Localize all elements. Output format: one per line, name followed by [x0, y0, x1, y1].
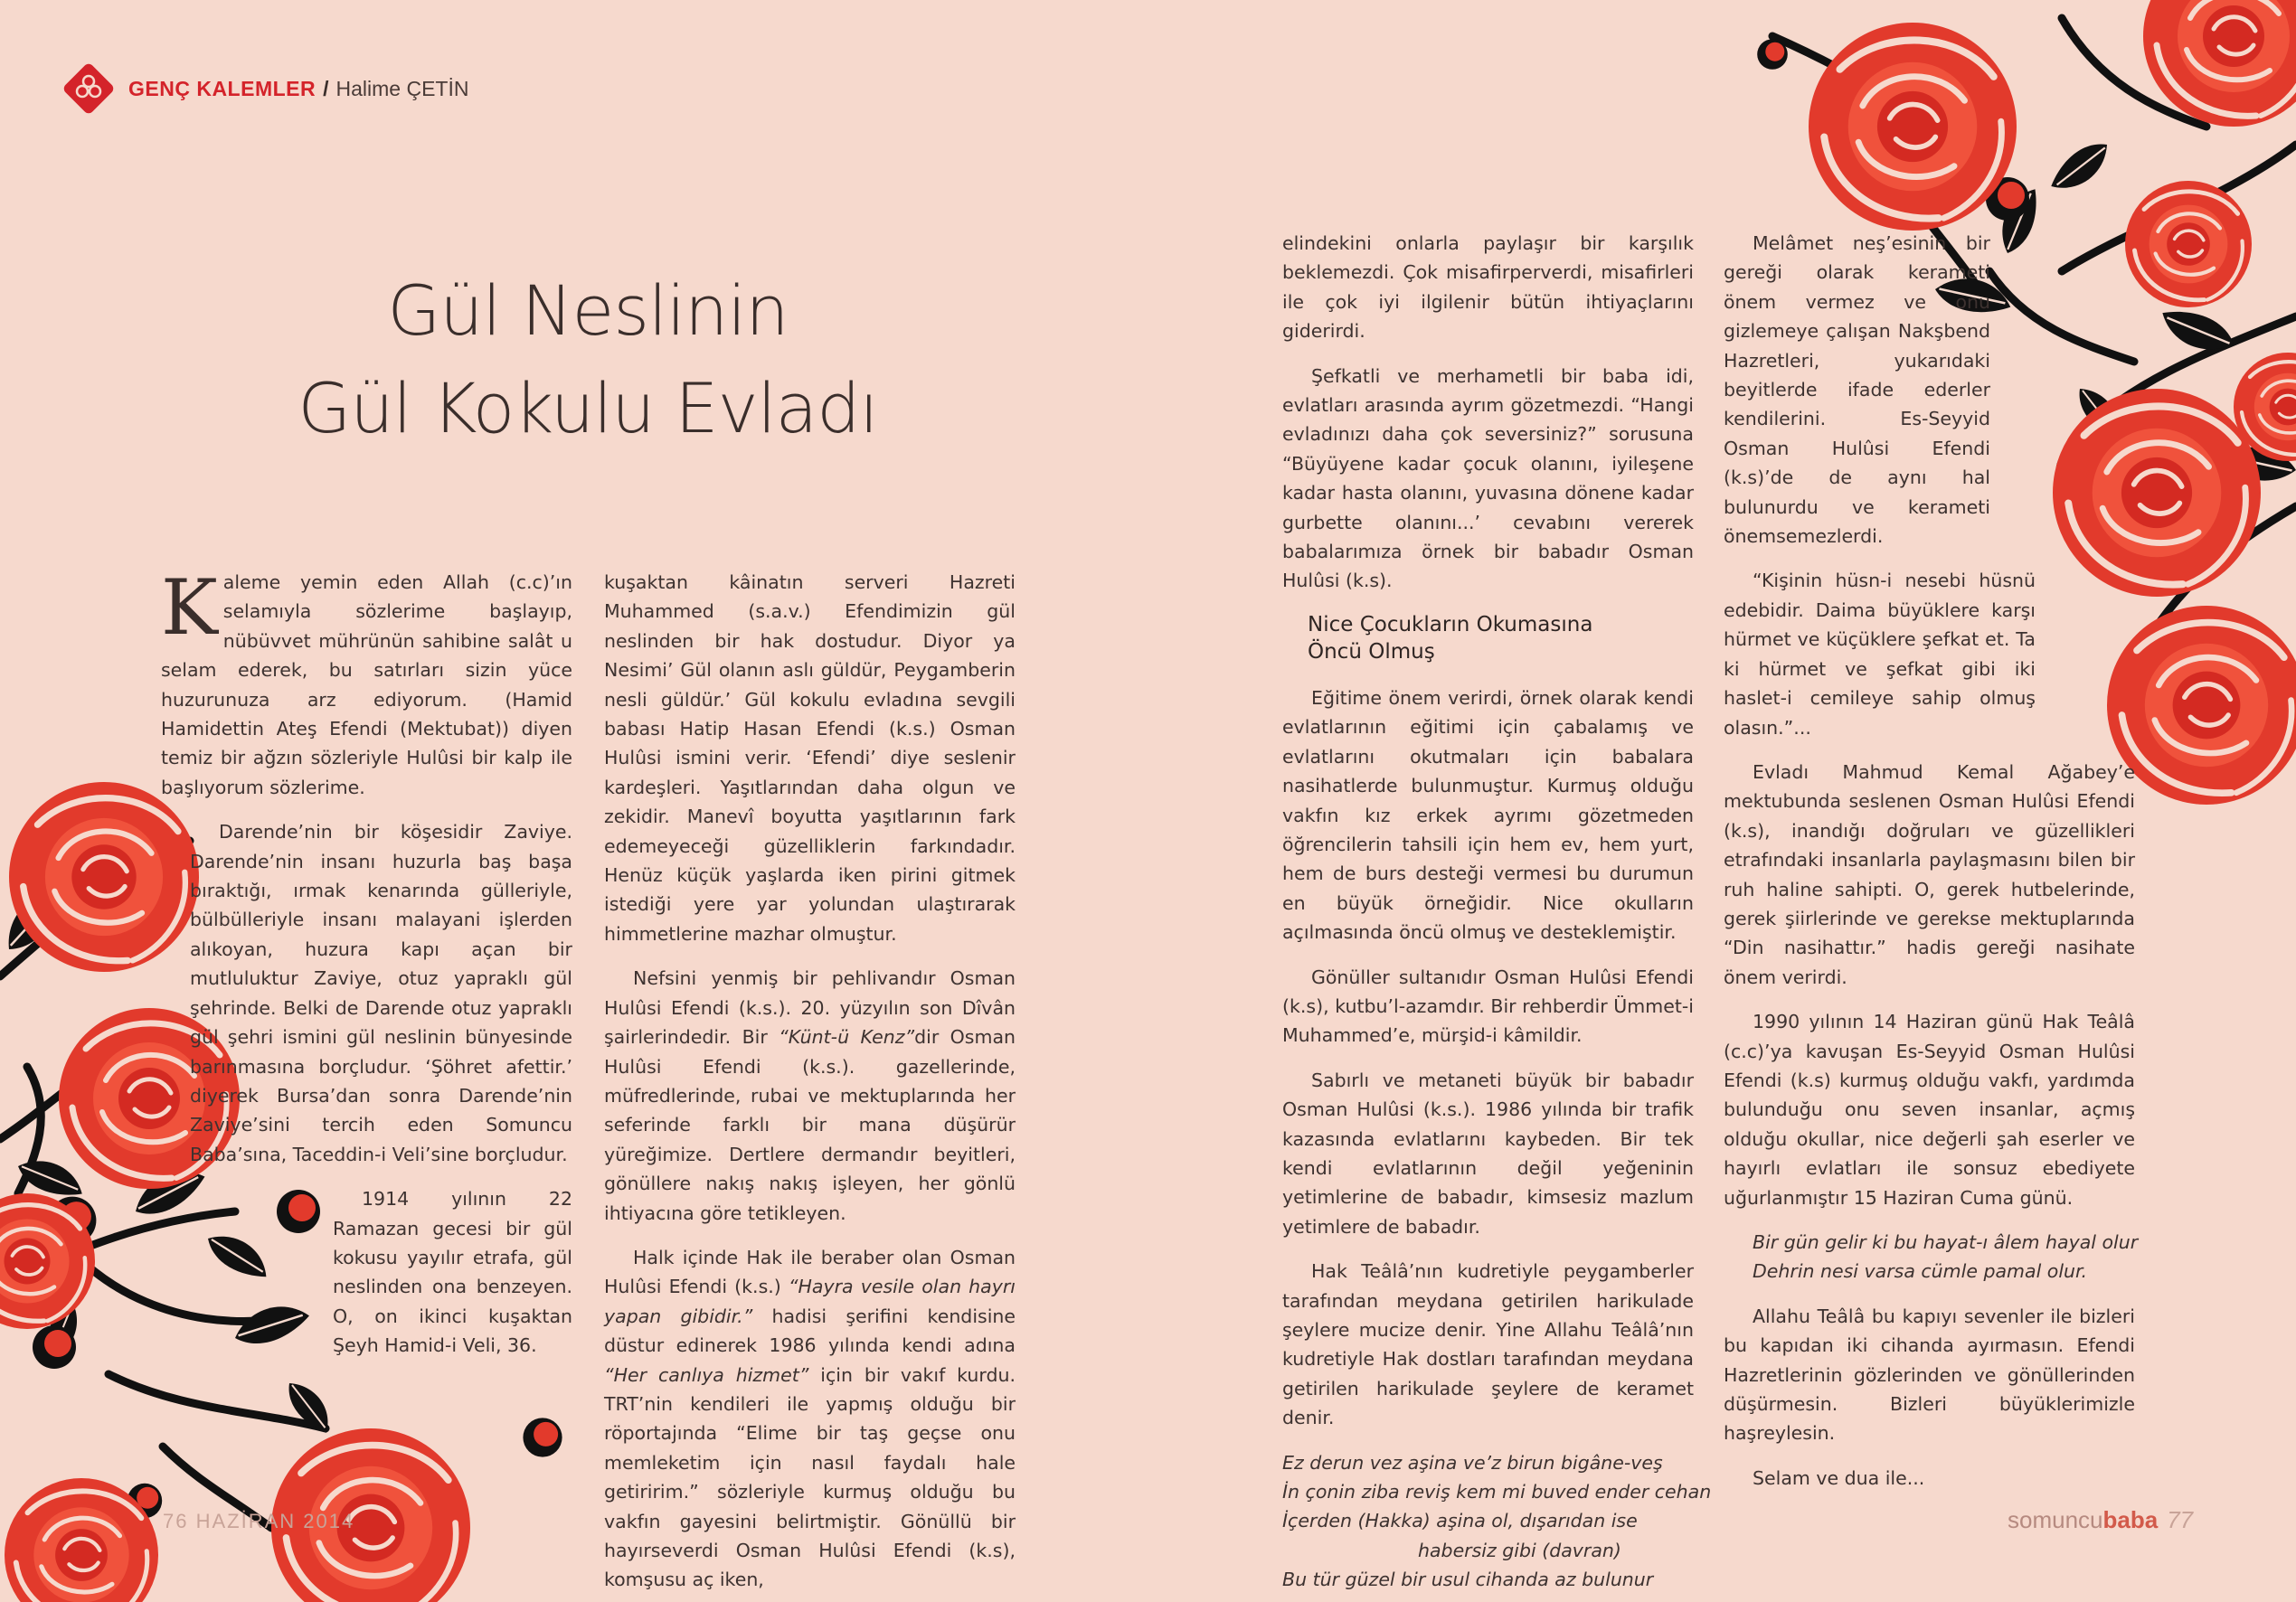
- title-line-1: Gül Neslinin: [387, 270, 789, 351]
- magazine-logo-icon: [61, 61, 116, 116]
- page-number: 77: [2167, 1506, 2194, 1533]
- paragraph: Melâmet neş’esinin bir gereği olarak kerameti önem vermez ve onu gizlemeye çalışan Nakşbend Hazretleri, yukarıdaki beyitlerde ifade ederler kendilerini. Es-Seyyid Osman Hulûsi Efendi (k.s)’de de aynı hal bulunurdu ve kerameti önemsemezlerdi.: [1724, 232, 1990, 548]
- paragraph: elindekini onlarla paylaşır bir karşılık beklemezdi. Çok misafirperverdi, misafirleri ile çok iyi ilgilenir bütün ihtiyaçlarını giderirdi.: [1282, 232, 1694, 343]
- verse-block: Ez derun vez aşina ve’z birun bigâne-veş İn çonin ziba reviş kem mi buved ender cehan İçerden (Hakka) aşina ol, dışarıdan ise habersiz gibi (davran) Bu tür güzel bir usul cihanda az bulunur: [1282, 1451, 1712, 1591]
- paragraph: “Kişinin hüsn-i nesebi hüsnü edebidir. Daima büyüklere karşı hürmet ve küçüklere şefkat et. Ta ki hürmet ve şefkat gibi iki haslet-i cemileye sahip olmuş olasın.”...: [1724, 570, 2036, 739]
- paragraph: Hak Teâlâ’nın kudretiyle peygamberler tarafından meydana getirilen harikulade şeylere mucize denir. Yine Allahu Teâlâ’nın kudretiyle Hak dostları tarafından meydana getirilen harikulade şeylere de keramet denir.: [1282, 1260, 1694, 1429]
- column-2: [604, 568, 1016, 1602]
- section-name: GENÇ KALEMLER: [128, 76, 317, 100]
- paragraph: 1914 yılının 22 Ramazan gecesi bir gül kokusu yayılır etrafa, gül neslinden ona benzeyen. O, on ikinci kuşaktan Şeyh Hamid-i Veli, 36.: [333, 1188, 572, 1357]
- section-header: [61, 61, 468, 116]
- author-name: Halime ÇETİN: [335, 76, 469, 100]
- paragraph: kuşaktan kâinatın serveri Hazreti Muhammed (s.a.v.) Efendimizin gül neslinden bir hak dostudur. Diyor ya Nesimi’ Gül olanın aslı güldür, Peygamberin nesli güldür.’ Gül kokulu evladına sevgili babası Hatip Hasan Efendi (k.s.) Osman Hulûsi ismini verir. ‘Efendi’ diye seslenir kardeşleri. Yaşıtlarından daha olgun ve zekidir. Manevî boyutta yaşıtlarının fark edemeyeceği güzelliklerin farkındadır. Henüz küçük yaşlarda iken pirini gitmek istediği yere yar yolundan ulaştırarak himmetlerine mazhar olmuştur.: [604, 571, 1016, 945]
- paragraph: Sabırlı ve metaneti büyük bir babadır Osman Hulûsi (k.s.). 1986 yılında bir trafik kazasında evlatlarını kaybeden. Bir tek kendi evlatlarının değil yeğeninin yetimlerine de babadır, kimsesiz mazlum yetimlere de babadır.: [1282, 1069, 1694, 1238]
- page-footer-left: 76 HAZİRAN 2014: [163, 1510, 355, 1532]
- verse-block: Bir gün gelir ki bu hayat-ı âlem hayal olur Dehrin nesi varsa cümle pamal olur.: [1753, 1231, 2139, 1283]
- column-4: [1724, 229, 2139, 1508]
- paragraph: Evladı Mahmud Kemal Ağabey’e mektubunda seslenen Osman Hulûsi Efendi (k.s), inandığı doğruları ve güzellikleri etrafındaki insanlarla paylaşmasını bilen bir ruh haline sahipti. O, gerek hutbelerinde, gerek şiirlerinde ve gerekse mektuplarında “Din nasihattır.” hadis gereği nasihate önem verirdi.: [1724, 760, 2135, 988]
- paragraph: Kaleme yemin eden Allah (c.c)’ın selamıyla sözlerime başlayıp, nübüvvet mührünün sahibine salât u selam ederek, bu satırları sizin yüce huzurunuza arz ediyorum. (Hamid Hamidettin Ateş Efendi (Mektubat)) diyen temiz bir ağzın sözleriyle Hulûsi bir kalp ile başlıyorum sözlerime.: [161, 563, 572, 798]
- page-footer-right: [2008, 1506, 2193, 1534]
- paragraph: Gönüller sultanıdır Osman Hulûsi Efendi (k.s), kutbu’l-azamdır. Bir rehberdir Ümmet-i Muhammed’e, mürşid-i kâmildir.: [1282, 966, 1694, 1047]
- brand-name-light: somuncu: [2008, 1506, 2103, 1533]
- paragraph: Halk içinde Hak ile beraber olan Osman Hulûsi Efendi (k.s.) “Hayra vesile olan hayrı yapan gibidir.” hadisi şerifini kendisine düstur edinerek 1986 yılında kendi adına “Her canlıya hizmet” için bir vakıf kurdu. TRT’nin kendileri ile yapmış olduğu bir röportajında “Elime bir taş geçse onu memleketim için nasıl faydalı hale getiririm.” sözleriyle kurmuş olduğu bu vakfın gayesini belirtmiştir. Gönüllü bir hayırseverdi Osman Hulûsi Efendi (k.s), komşusu aç iken,: [604, 1246, 1016, 1591]
- paragraph: 1990 yılının 14 Haziran günü Hak Teâlâ (c.c)’ya kavuşan Es-Seyyid Osman Hulûsi Efendi (k.s) kurmuş olduğu vakfı, yardımda bulunduğu onu seven insanlar, açmış olduğu okullar, nice değerli şah eserler ve hayırlı evlatları ile sonsuz ebediyete uğurlanmıştır 15 Haziran Cuma günü.: [1724, 1011, 2135, 1209]
- column-3: [1282, 229, 1712, 1602]
- drop-cap: K: [161, 563, 218, 652]
- column-1: [161, 563, 572, 1376]
- subheading: Nice Çocukların Okumasına Öncü Olmuş: [1308, 612, 1593, 664]
- paragraph: Eğitime önem verirdi, örnek olarak kendi evlatlarının eğitimi için çabalamış ve evlatlarını okutmaları için babalara nasihatlerde bulunmuştur. Kurmuş olduğu vakfın kız erkek ayrımı gözetmeden öğrencilerin tahsili için hem ev, hem yurt, hem de burs desteği vermesi bu durumun en büyük örneğidir. Nice okulların açılmasında öncü olmuş ve desteklemiştir.: [1282, 686, 1694, 944]
- brand-name-bold: baba: [2102, 1506, 2159, 1533]
- title-line-2: Gül Kokulu Evladı: [298, 368, 878, 448]
- paragraph: Allahu Teâlâ bu kapıyı sevenler ile bizleri bu kapıdan iki cihanda ayırmasın. Efendi Hazretlerinin gözlerinden ve gönüllerinden düşürmesin. Bizleri büyüklerimizle haşreylesin.: [1724, 1305, 2135, 1445]
- header-separator: /: [323, 76, 329, 100]
- paragraph: Nefsini yenmiş bir pehlivandır Osman Hulûsi Efendi (k.s.). 20. yüzyılın son Dîvân şairlerindedir. Bir “Künt-ü Kenz”dir Osman Hulûsi Efendi (k.s.). gazellerinde, müfredlerinde, rubai ve mektuplarında her seferinde farklı bir mana düşürür yüreğimize. Dertlere dermandır beyitleri, gönüllere nakış nakış işleyen, her gönlü ihtiyacına göre tetikleyen.: [604, 967, 1016, 1224]
- paragraph: Selam ve dua ile...: [1753, 1466, 1925, 1489]
- article-title: [181, 262, 995, 457]
- paragraph: Şefkatli ve merhametli bir baba idi, evlatları arasında ayrım gözetmezdi. “Hangi evladınızı daha çok seversiniz?” sorusuna “Büyüyene kadar çocuk olanını, iyileşene kadar hasta olanını, yuvasına dönene kadar gurbette olanını...’ cevabını vererek babalarımıza örnek bir babadır Osman Hulûsi (k.s).: [1282, 364, 1694, 592]
- paragraph: Darende’nin bir köşesidir Zaviye. Darende’nin insanı huzurla baş başa bıraktığı, ırmak kenarında gülleriyle, bülbülleriyle insanı malayani işlerden alıkoyan, huzura kapı açan bir mutluluktur Zaviye, otuz yapraklı gül şehrinde. Belki de Darende otuz yapraklı gül şehri ismini gül neslinin bünyesinde barınmasına borçludur. ‘Şöhret afettir.’ diyerek Bursa’dan sonra Darende’nin Zaviye’sini tercih eden Somuncu Baba’sına, Taceddin-i Veli’sine borçludur.: [190, 821, 572, 1165]
